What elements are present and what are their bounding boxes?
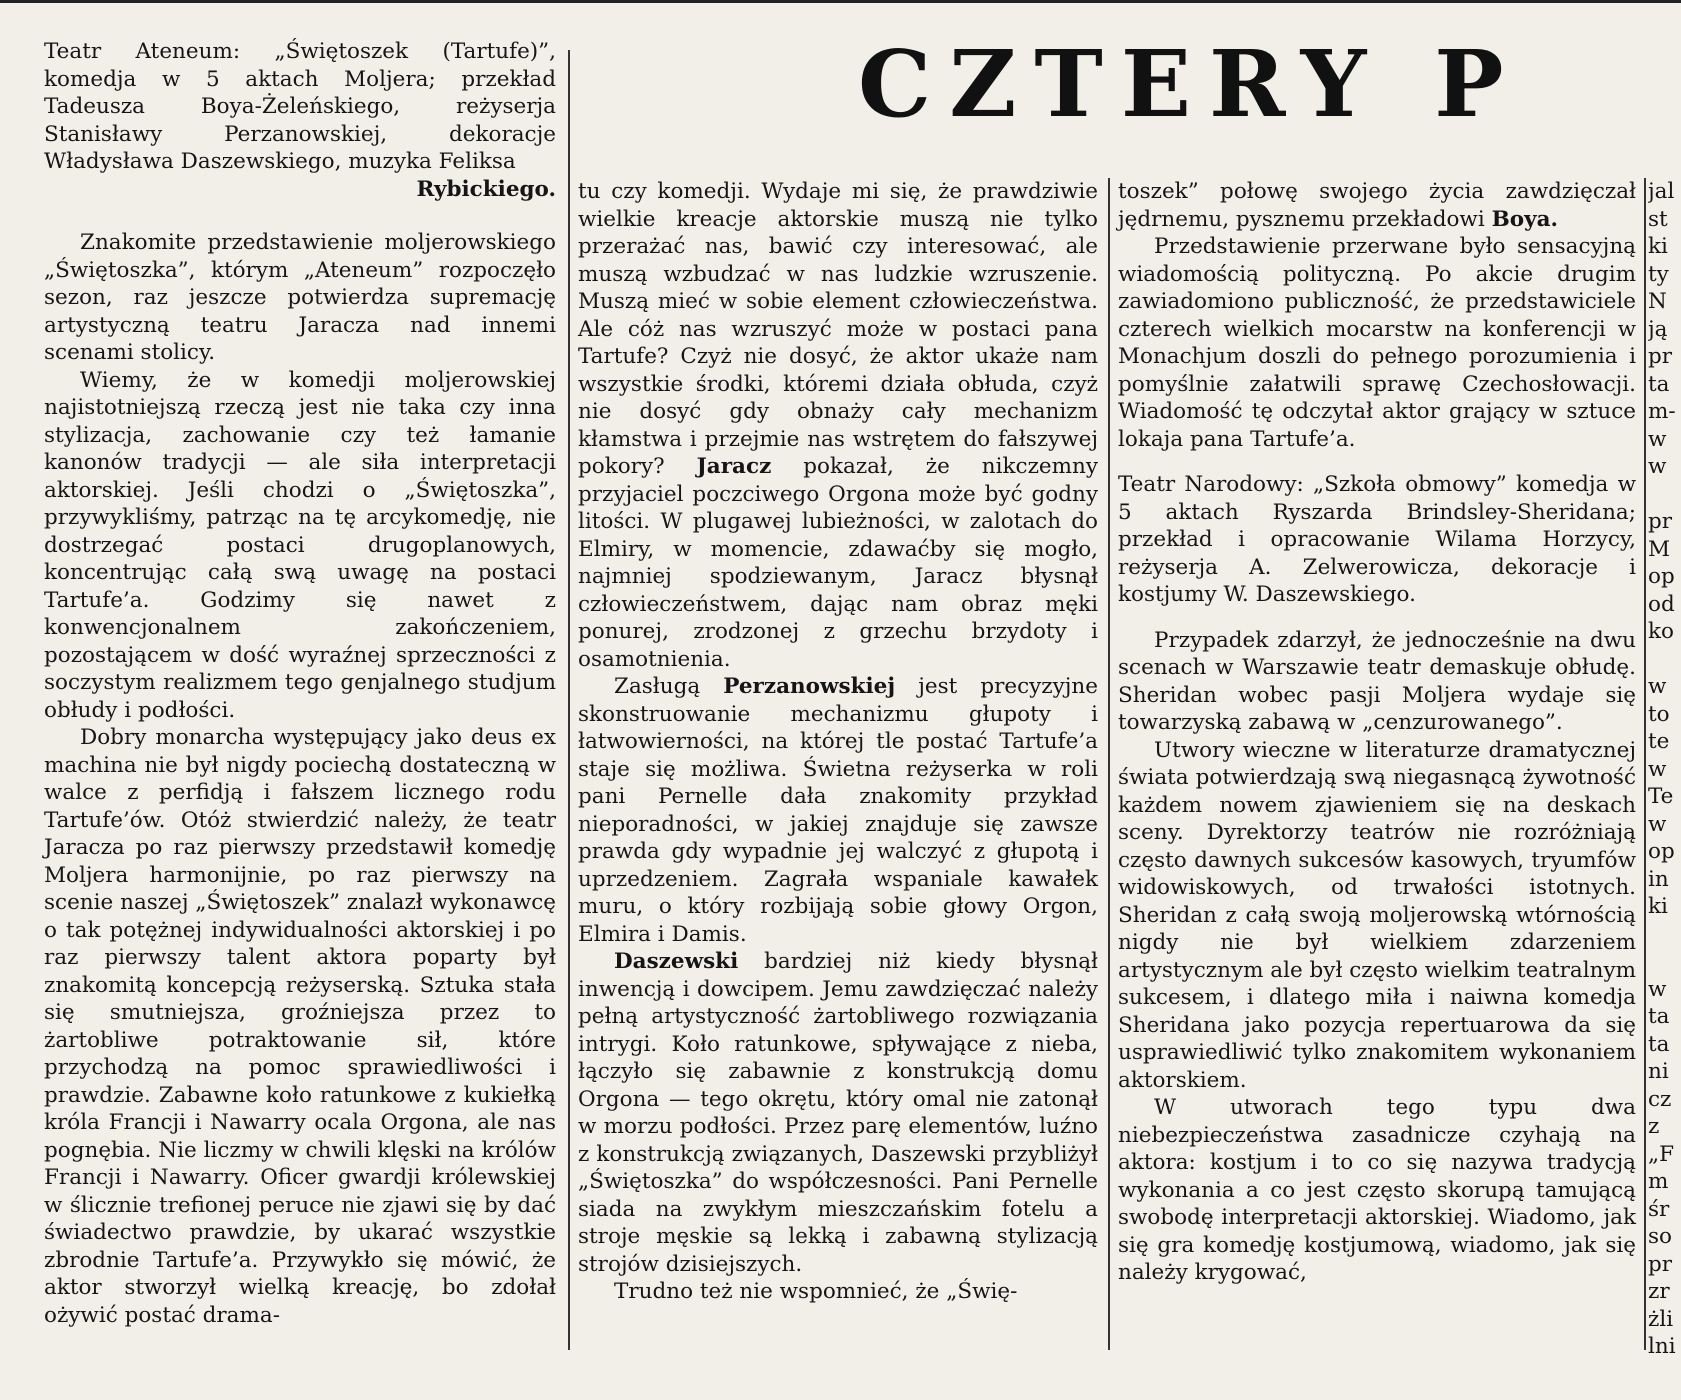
text-run: jest precyzyjne skonstruowanie mechanizmu głupoty i łatwowierności, na której tle postać Tartufe’a staje się możliwa. Świetna reżyserka w roli pani Pernelle dała znakomity przykład nieporadności, w jakiej znajduje się zawsze prawda gdy wypadnie jej walczyć z głupotą i uprzedzeniem. Zagrała wspaniale kawałek muru, o który rozbijają sobie głowy Orgon, Elmira i Damis. [578, 674, 1098, 947]
name-daszewski: Daszewski [614, 949, 739, 974]
edge-fragment: ta [1648, 1031, 1670, 1057]
edge-fragment: jal [1648, 179, 1675, 204]
text-run: tu czy komedji. Wydaje mi się, że prawdziwie wielkie kreacje aktorskie muszą nie tylko przerażać nas, bawić czy interesować, ale muszą wzbudzać w nas ludzkie wzruszenie. Muszą mieć w sobie element człowieczeństwa. Ale cóż nas wzruszyć może w postaci pana Tartufe? Czyż nie dosyć, że aktor ukaże nam wszystkie środki, któremi działa obłuda, czyż nie dosyć gdy obnaży cały mechanizm kłamstwa i przejmie nas wstrętem do fałszywej pokory? [578, 179, 1098, 479]
column-rule [1108, 178, 1110, 1350]
review-header-narodowy: Teatr Narodowy: „Szkoła obmowy” komedja w 5 aktach Ryszarda Brindsley-Sheridana; przekład i opracowanie Wilama Horzycy, reżyserja A. Zelwerowicza, dekoracje i kostjumy W. Daszewskiego. [1118, 472, 1636, 607]
edge-fragment: ko [1648, 619, 1674, 644]
paragraph: Przypadek zdarzył, że jednocześnie na dwu scenach w Warszawie teatr demaskuje obłudę. Sheridan wobec pasji Moljera wydaje się towarzyską zabawą w „cenzurowanego”. [1118, 627, 1636, 735]
edge-fragment: op [1648, 839, 1675, 864]
edge-fragment: m- [1648, 399, 1676, 424]
paragraph: Trudno też nie wspomnieć, że „Świę- [614, 1279, 1018, 1304]
edge-fragment: te [1648, 729, 1670, 754]
paragraph: W utworach tego typu dwa niebezpieczeństwa zasadnicze czyhają na aktora: kostjum i to co się nazywa tradycją wykonania a co jest często skorupą tamującą swobodę interpretacji aktorskiej. Wiadomo, jak się gra komedję kostjumową, wiadomo, jak się należy krygować, [1118, 1095, 1636, 1285]
column-3 [1118, 178, 1636, 1287]
edge-fragment: Te [1648, 784, 1674, 809]
edge-fragment: śr [1648, 1196, 1670, 1222]
edge-fragment: cz [1648, 1086, 1672, 1112]
paragraph [578, 178, 1098, 673]
edge-fragment: to [1648, 701, 1670, 727]
edge-fragment: w [1648, 454, 1667, 479]
edge-fragment: ta [1648, 1004, 1670, 1029]
headline: CZTERY P [858, 30, 1522, 138]
edge-fragment: m [1648, 1169, 1669, 1194]
edge-fragment: w [1648, 674, 1667, 699]
text-run: pokazał, że nikczemny przyjaciel poczciwego Orgona może być godny litości. W plugawej lubieżności, w zalotach do Elmiry, w momencie, zdawaćby się mogło, najmniej spodziewanym, Jaracz błysnął człowieczeństwem, dając nam obraz męki ponurej, zrodzonej z grzechu brzydoty i osamotnienia. [578, 454, 1099, 672]
edge-fragment: z [1648, 1114, 1660, 1139]
paragraph [1118, 178, 1636, 233]
edge-fragment [1648, 921, 1681, 949]
text-run: Zasługą [614, 674, 701, 699]
edge-fragment [1648, 948, 1681, 976]
edge-fragment: pr [1648, 344, 1673, 369]
edge-fragment: ty [1648, 261, 1669, 287]
paragraph: Utwory wieczne w literaturze dramatycznej świata potwierdzają swą niegasnącą żywotność każdem nowem zjawieniem się na deskach sceny. Dyrektorzy teatrów nie rozróżniają często dawnych sukcesów kasowych, tryumfów widowiskowych, od trwałości istotnych. Sheridan z całą swoją moljerowską wtórnością nigdy nie był wielkiem zdarzeniem artystycznym ale był często wielkim teatralnym sukcesem, i dlatego miła i naiwna komedja Sheridana jako pozycja repertuarowa da się usprawiedliwić tylko znakomitem wykonaniem aktorskiem. [1118, 737, 1636, 1093]
column-1 [44, 38, 556, 1329]
edge-fragment: w [1648, 811, 1667, 837]
edge-fragment: w [1648, 976, 1667, 1002]
review-header-ateneum [44, 38, 556, 203]
text-run: bardziej niż kiedy błysnął inwencją i dowcipem. Jemu zawdzięczać należy pełną artystyczność żartobliwego rozwiązania intrygi. Koło ratunkowe, spływające z nieba, łączyło się zabawnie z konstrukcją domu Orgona — tego okrętu, który omal nie zatonął w morzu podłości. Przez parę elementów, luźno z konstrukcją związanych, Daszewski przybliżył „Świętoszka” do współczesności. Pani Pernelle siada na zwykłym mieszczańskim fotelu a stroje męskie są lekką i zabawną stylizacją strojów dzisiejszych. [578, 949, 1098, 1277]
name-perzanowska: Perzanowskiej [723, 674, 896, 699]
edge-fragment [1648, 646, 1681, 674]
edge-fragment: ki [1648, 234, 1668, 259]
edge-fragment: ją [1648, 316, 1668, 342]
paragraph [578, 673, 1098, 948]
paragraph: Dobry monarcha występujący jako deus ex machina nie był nigdy pociechą dostateczną w walce z perfidją i fałszem licznego rodu Tartufe’ów. Otóż stwierdzić należy, że teatr Jaracza po raz pierwszy przedstawił komedję Moljera harmonijnie, po raz pierwszy na scenie naszej „Świętoszek” znalazł wykonawcę o tak potężnej indywidualności aktorskiej i po raz pierwszy talent aktora poparty był znakomitą koncepcją reżyserską. Sztuka stała się smutniejsza, groźniejsza przez to żartobliwe potraktowanie sił, które przychodzą na pomoc sprawiedliwości i prawdzie. Zabawne koło ratunkowe z kukiełką króla Francji i Nawarry ocala Orgona, ale nas pognębia. Nie liczmy w chwili klęski na królów Francji i Nawarry. Oficer gwardji królewskiej w ślicznie trefionej peruce nie zjawi się by dać świadectwo prawdzie, by ukarać wszystkie zbrodnie Tartufe’a. Przywykło się mówić, że aktor stworzył wielką kreację, bo zdołał ożywić postać drama- [44, 725, 556, 1328]
paragraph: Przedstawienie przerwane było sensacyjną wiadomością polityczną. Po akcie drugim zawiadomiono publiczność, że przedstawiciele czterech wielkich mocarstw na konferencji w Monachjum doszli do pełnego porozumienia i pomyślnie załatwili sprawę Czechosłowacji. Wiadomość tę odczytał aktor grający w sztuce lokaja pana Tartufe’a. [1118, 234, 1636, 452]
column-rule [1644, 178, 1646, 1350]
edge-fragment: ta [1648, 371, 1670, 397]
edge-fragment: ki [1648, 894, 1668, 919]
edge-fragment: w [1648, 426, 1667, 452]
edge-fragment: w [1648, 756, 1667, 782]
edge-fragment: pr [1648, 509, 1673, 534]
name-boy: Boya. [1491, 206, 1558, 232]
header-end: Rybickiego. [416, 176, 556, 202]
edge-fragment: zr [1648, 1279, 1670, 1304]
column-rule [568, 50, 570, 1350]
paragraph [578, 948, 1098, 1278]
edge-fragment: op [1648, 564, 1675, 589]
edge-fragment: pr [1648, 1251, 1673, 1277]
edge-fragment: ni [1648, 1059, 1669, 1084]
edge-fragment [1648, 481, 1681, 509]
edge-fragment: N [1648, 289, 1667, 314]
paragraph: Wiemy, że w komedji moljerowskiej najistotniejszą rzeczą jest nie taka czy inna stylizacja, zachowanie czy też łamanie kanonów tradycji — ale siła interpretacji aktorskiej. Jeśli chodzi o „Świętoszka”, przywykliśmy, patrząc na tę arcykomedję, nie dostrzegać postaci drugoplanowych, koncentrując całą swą uwagę na postaci Tartufe’a. Godzimy się nawet z konwencjonalnem zakończeniem, pozostającem w dość wyraźnej sprzeczności z soczystym realizmem tego genjalnego studjum obłudy i podłości. [44, 367, 556, 723]
edge-fragment: in [1648, 866, 1669, 892]
edge-fragment: od [1648, 591, 1675, 617]
top-rule [0, 0, 1681, 3]
edge-fragment: lni [1648, 1334, 1676, 1359]
name-jaracz: Jaracz [696, 454, 772, 479]
edge-fragment: żli [1648, 1306, 1674, 1332]
paragraph: Znakomite przedstawienie moljerowskiego „Świętoszka”, którym „Ateneum” rozpoczęło sezon, raz jeszcze potwierdza supremację artystyczną teatru Jaracza nad innemi scenami stolicy. [44, 230, 556, 365]
text-run: toszek” połowę swojego życia zawdzięczał jędrnemu, pysznemu przekładowi [1118, 179, 1636, 232]
edge-fragment: M [1648, 536, 1671, 562]
edge-fragment: st [1648, 206, 1668, 232]
header-text: Teatr Ateneum: „Świętoszek (Tartufe)”, komedja w 5 aktach Moljera; przekład Tadeusza Boya-Żeleńskiego, reżyserja Stanisławy Perzanowskiej, dekoracje Władysława Daszewskiego, muzyka Feliksa [44, 39, 556, 174]
column-2 [578, 178, 1098, 1306]
edge-fragment: „F [1648, 1141, 1675, 1167]
cut-off-column [1648, 178, 1681, 1361]
edge-fragment: so [1648, 1224, 1672, 1249]
